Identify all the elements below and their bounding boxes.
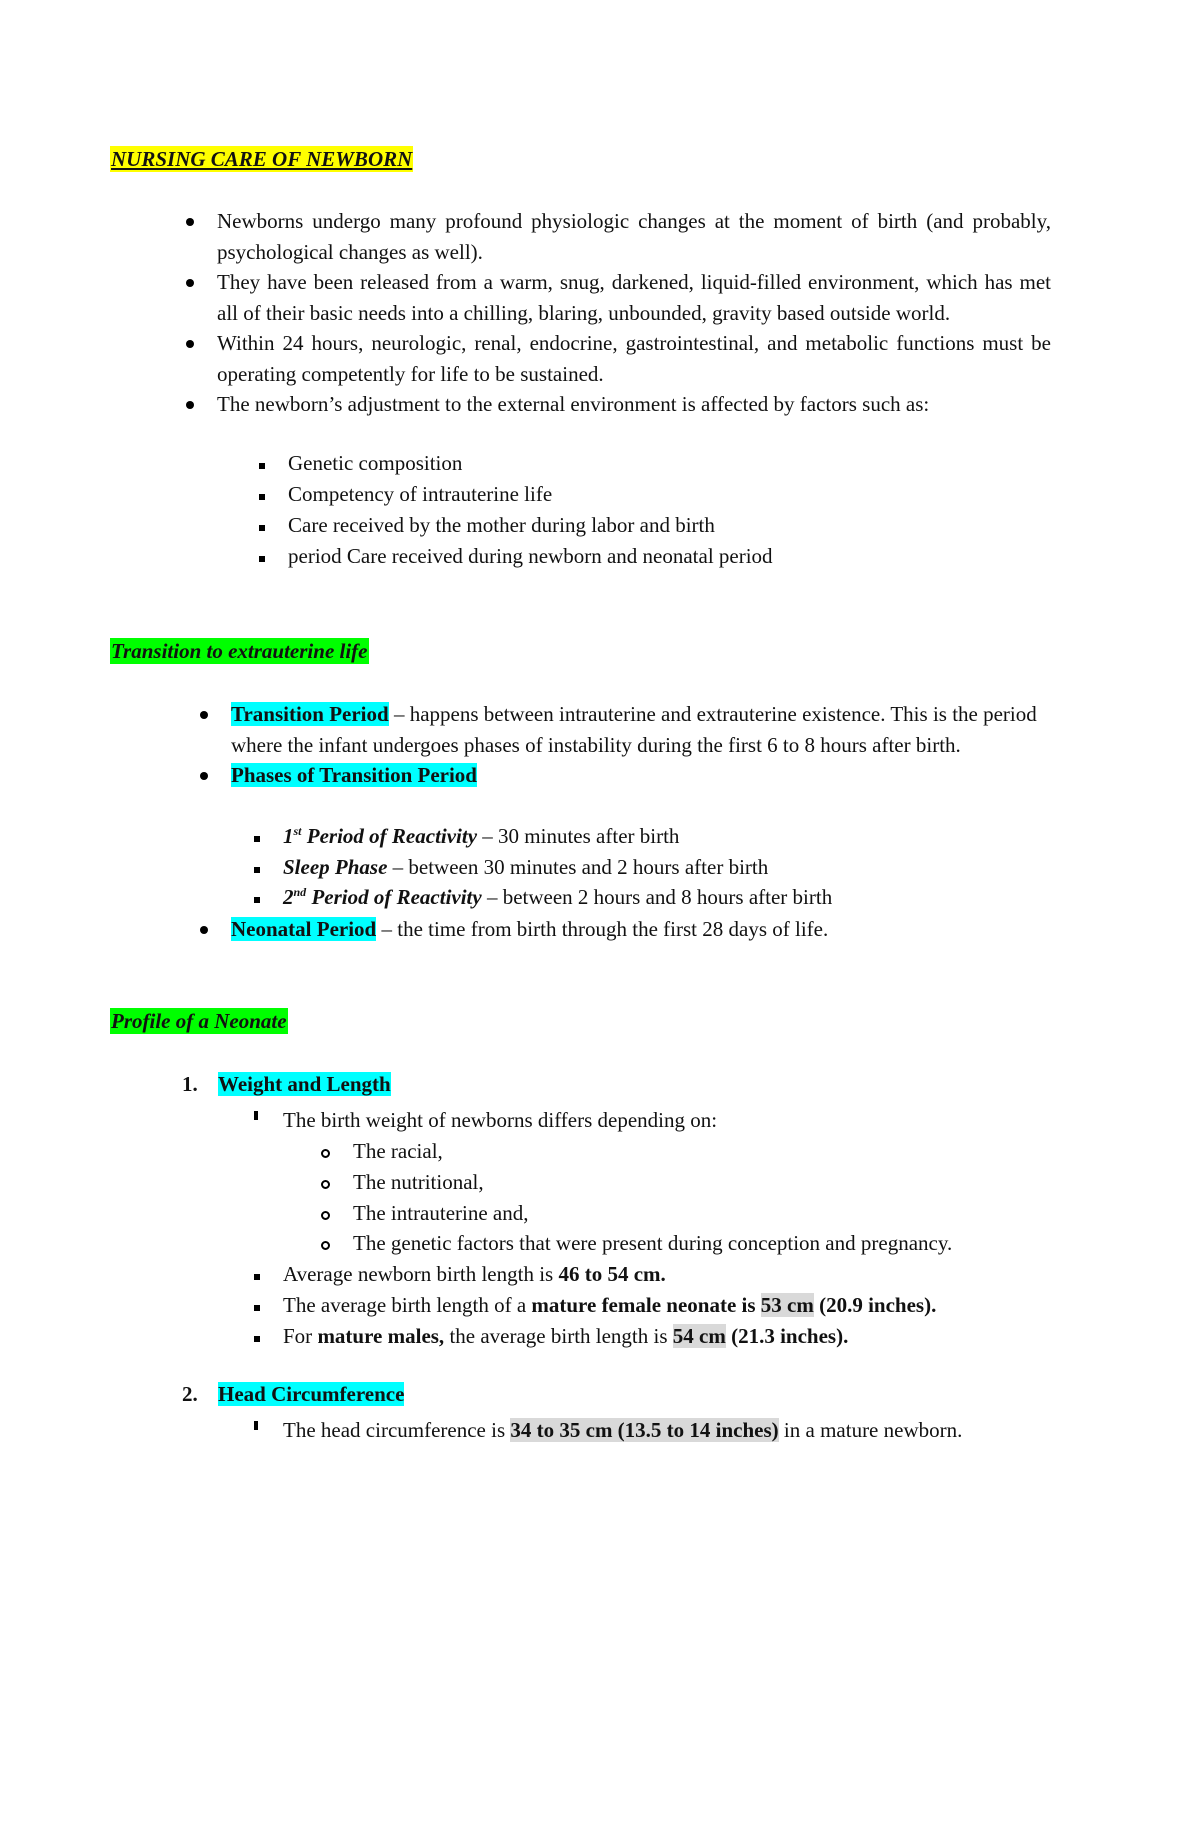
male-text: the average birth length is <box>444 1324 673 1348</box>
list-item: The intrauterine and, <box>353 1198 1093 1229</box>
list-item: The newborn’s adjustment to the external environment is affected by factors such as: <box>217 389 1051 420</box>
male-inches: (21.3 inches). <box>725 1324 849 1348</box>
list-item <box>231 699 1051 760</box>
list-item <box>283 1415 1103 1446</box>
avg-length-text: Average newborn birth length is <box>283 1262 559 1286</box>
phase-text: – between 30 minutes and 2 hours after birth <box>387 854 769 879</box>
phase-sup: st <box>293 824 302 838</box>
list-item: Care received by the mother during labor and birth <box>288 510 836 541</box>
item-head-circumference <box>182 1379 404 1410</box>
list-item: Within 24 hours, neurologic, renal, endocrine, gastrointestinal, and metabolic functions must be operating competently for life to be sustained. <box>217 328 1051 389</box>
list-item: period Care received during newborn and neonatal period <box>288 541 836 572</box>
male-pre: For <box>283 1324 318 1348</box>
list-item: Genetic composition <box>288 448 836 479</box>
neonatal-period-text: – the time from birth through the first 28 days of life. <box>376 917 829 941</box>
transition-period-text: – happens between intrauterine and extrauterine existence. This is the period where the infant undergoes phases of instability during the first 6 to 8 hours after birth. <box>231 702 1037 757</box>
list-item <box>283 852 1043 883</box>
avg-length-value: 46 to 54 cm. <box>558 1262 666 1286</box>
item-number: 1. <box>182 1072 198 1096</box>
phase-label: Period of Reactivity <box>306 885 482 909</box>
male-bold: mature males, <box>317 1324 445 1348</box>
item-label: Weight and Length <box>218 1072 391 1096</box>
list-item <box>283 882 1043 913</box>
phase-label: Sleep Phase <box>283 854 388 879</box>
title-profile: Profile of a Neonate <box>111 1009 287 1033</box>
female-text: The average birth length of a <box>283 1293 532 1317</box>
item-weight-length <box>182 1069 391 1100</box>
transition-period-label: Transition Period <box>231 702 389 726</box>
female-inches: (20.9 inches). <box>813 1293 937 1317</box>
phases-sub-list <box>283 821 1043 913</box>
item-number: 2. <box>182 1382 198 1406</box>
female-value: 53 cm <box>760 1293 814 1317</box>
factors-circle-list <box>353 1136 1093 1259</box>
length-list <box>283 1259 1083 1352</box>
weight-list <box>283 1105 1083 1136</box>
intro-bullet-list <box>217 206 1051 420</box>
neonatal-list <box>231 914 1051 945</box>
list-item <box>283 1259 1083 1290</box>
phase-text: – 30 minutes after birth <box>477 824 680 848</box>
head-list <box>283 1415 1103 1446</box>
neonatal-period-label: Neonatal Period <box>231 917 377 941</box>
phase-label: Period of Reactivity <box>301 824 478 848</box>
phase-text: – between 2 hours and 8 hours after birth <box>481 885 833 909</box>
list-item: Newborns undergo many profound physiologic changes at the moment of birth (and probably, psychological changes as well). <box>217 206 1051 267</box>
list-item <box>283 1321 1083 1352</box>
list-item <box>283 1290 1083 1321</box>
list-item <box>283 821 1043 852</box>
list-item: The nutritional, <box>353 1167 1093 1198</box>
head-value: 34 to 35 cm (13.5 to 14 inches) <box>510 1418 779 1442</box>
list-item: The birth weight of newborns differs depending on: <box>283 1105 1083 1136</box>
phase-num: 1 <box>283 824 294 848</box>
list-item <box>231 914 1051 945</box>
phase-sup: nd <box>293 885 307 899</box>
item-label: Head Circumference <box>218 1382 405 1406</box>
list-item: The genetic factors that were present during conception and pregnancy. <box>353 1228 1093 1259</box>
list-item: Competency of intrauterine life <box>288 479 836 510</box>
phases-label: Phases of Transition Period <box>231 763 477 787</box>
list-item: They have been released from a warm, snug, darkened, liquid-filled environment, which has met all of their basic needs into a chilling, blaring, unbounded, gravity based outside world. <box>217 267 1051 328</box>
title-nursing-care: NURSING CARE OF NEWBORN <box>111 147 413 171</box>
factors-sub-list <box>288 448 836 572</box>
list-item <box>231 760 1051 791</box>
phase-num: 2 <box>283 885 294 909</box>
list-item: The racial, <box>353 1136 1093 1167</box>
title-transition: Transition to extrauterine life <box>111 639 368 663</box>
head-text-pre: The head circumference is <box>283 1418 511 1442</box>
female-bold: mature female neonate is <box>531 1293 756 1317</box>
head-text-post: in a mature newborn. <box>778 1418 963 1442</box>
transition-list <box>231 699 1051 791</box>
male-value: 54 cm <box>672 1324 726 1348</box>
